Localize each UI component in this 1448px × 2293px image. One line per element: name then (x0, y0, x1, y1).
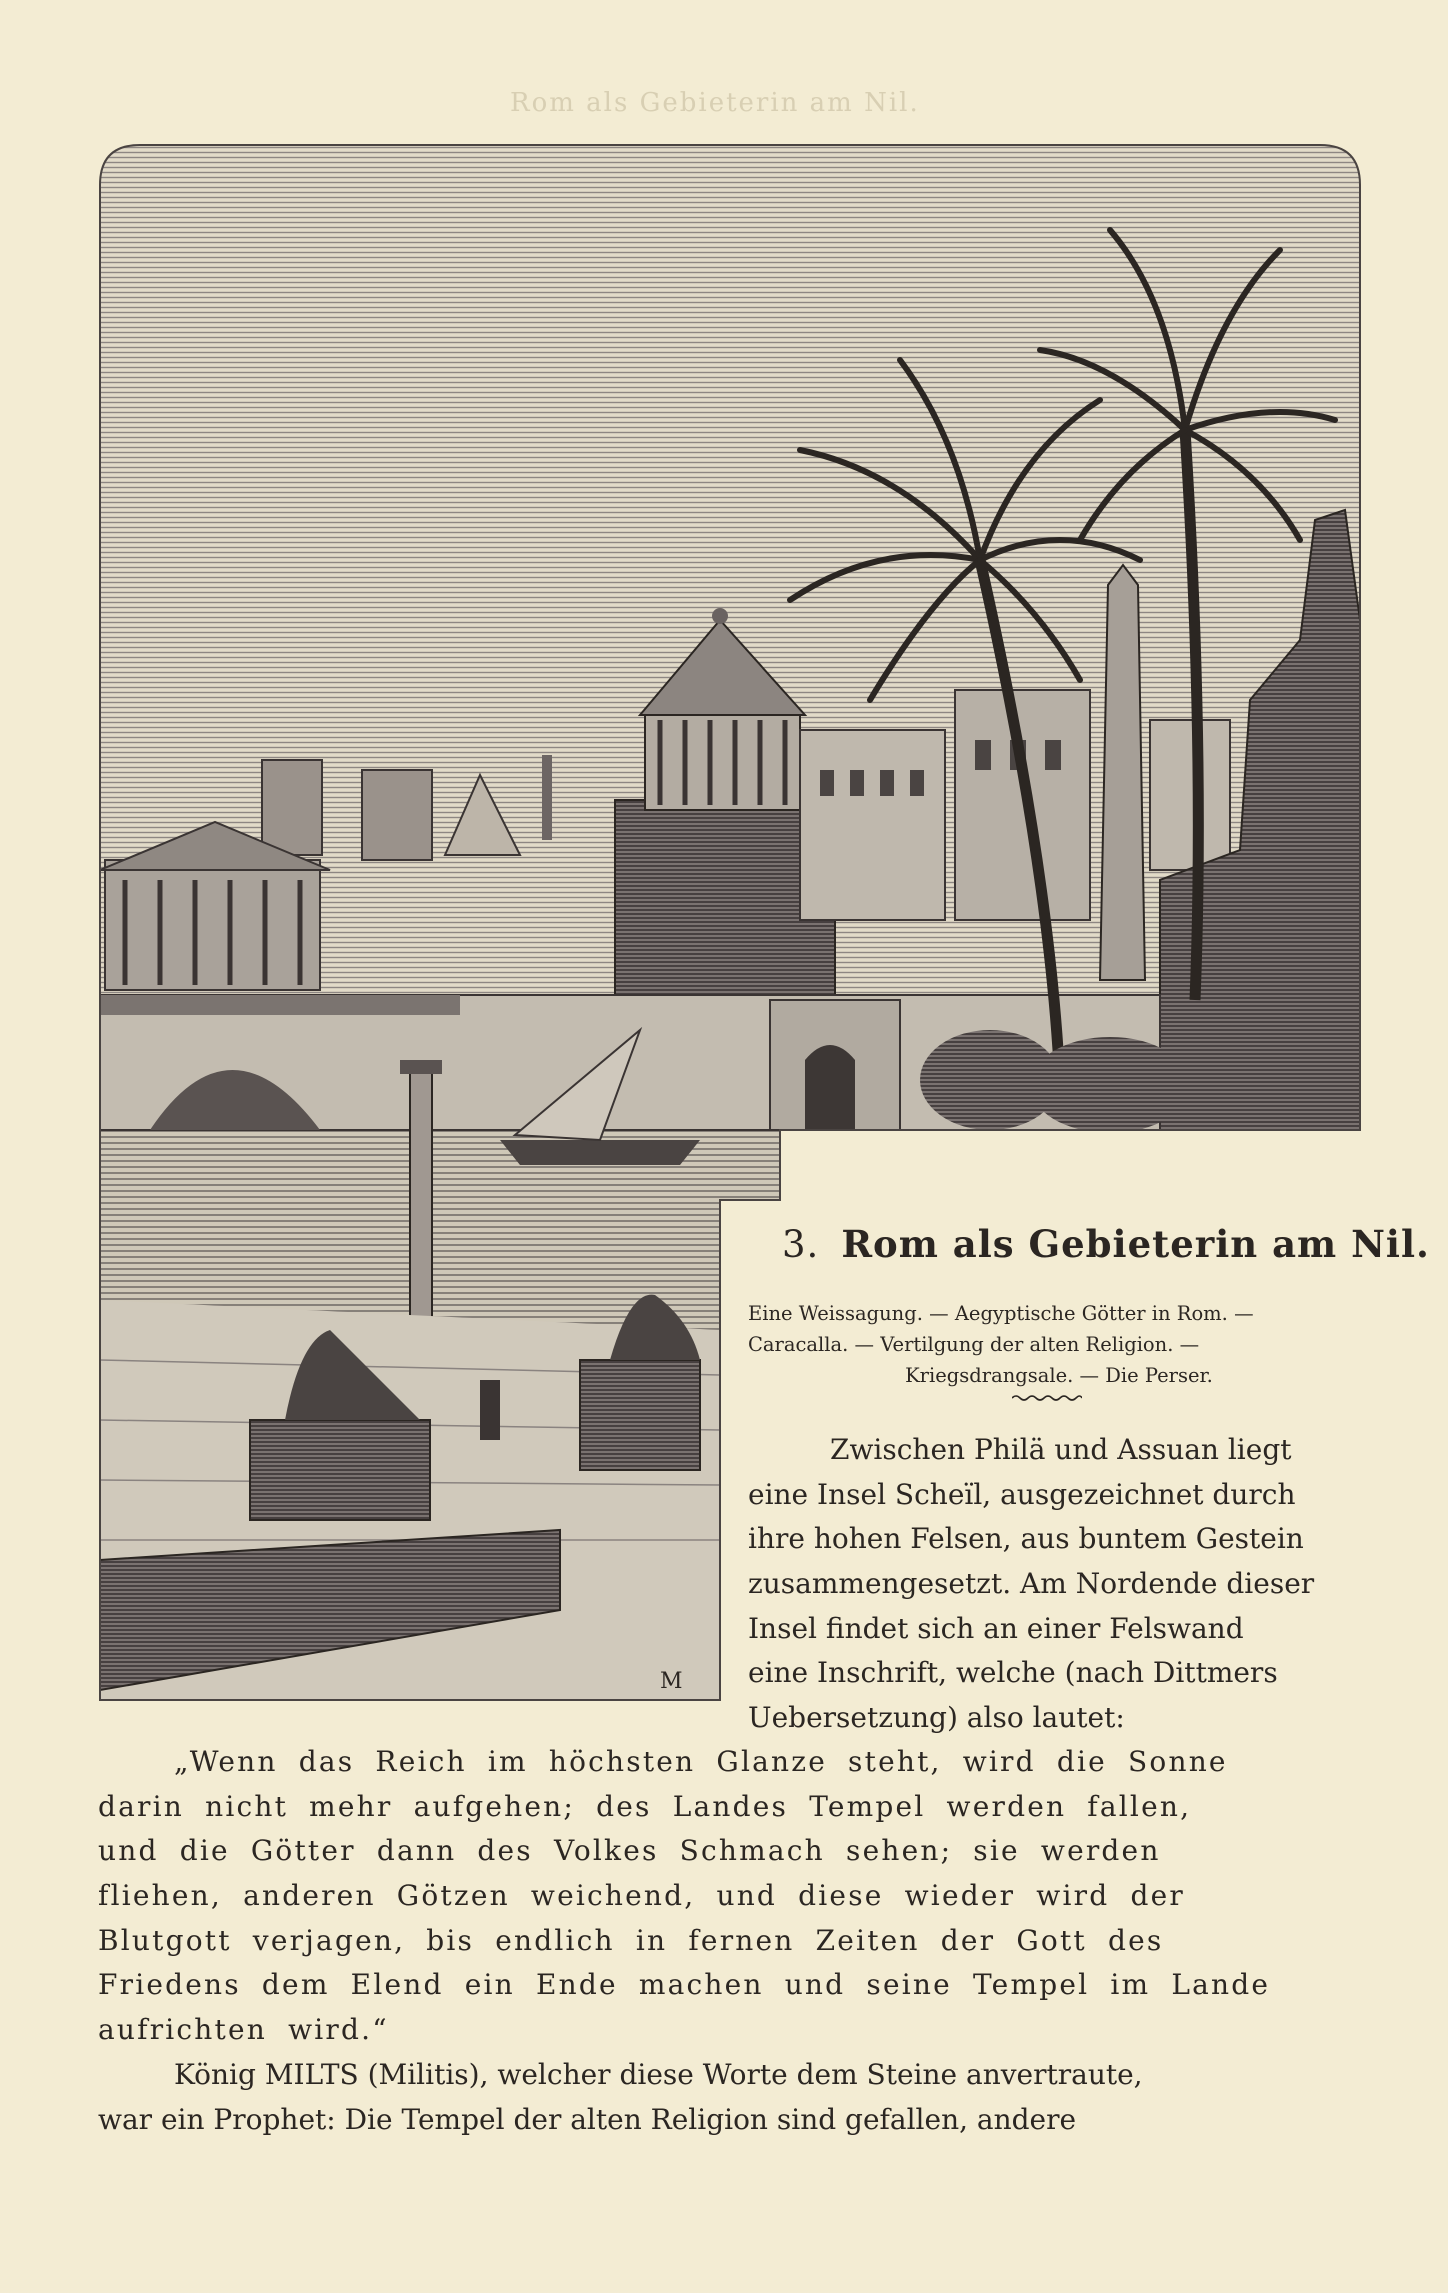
summary-line: Eine Weissagung. — Aegyptische Götter in Rom. — (748, 1302, 1254, 1325)
text-line: König MILTS (Militis), welcher diese Worte dem Steine anvertraute, (174, 2057, 1143, 2091)
text-line: Uebersetzung) also lautet: (748, 1701, 1125, 1735)
illustration-signature: M (660, 1669, 683, 1694)
summary-line: Kriegsdrangsale. — Die Perser. (905, 1364, 1213, 1387)
quote-line: Friedens dem Elend ein Ende machen und seine Tempel im Lande (98, 1968, 1271, 2002)
quote-line: fliehen, anderen Götzen weichend, und diese wieder wird der (98, 1879, 1185, 1913)
text-line: Zwischen Philä und Assuan liegt (830, 1433, 1292, 1466)
text-line: zusammengesetzt. Am Nordende dieser (748, 1567, 1315, 1601)
quote-line: „Wenn das Reich im höchsten Glanze steht, wird die Sonne (174, 1745, 1228, 1778)
quote-line: darin nicht mehr aufgehen; des Landes Tempel werden fallen, (98, 1789, 1192, 1823)
text-line: Insel findet sich an einer Felswand (748, 1611, 1244, 1645)
text-line: eine Inschrift, welche (nach Dittmers (748, 1656, 1278, 1690)
ornament-divider (1012, 1393, 1082, 1403)
body-full-text (98, 1740, 1370, 2142)
running-head: Rom als Gebieterin am Nil. (510, 88, 920, 118)
quote-line: aufrichten wird.“ (98, 2013, 389, 2047)
chapter-heading (782, 1222, 1430, 1266)
chapter-summary (748, 1298, 1370, 1391)
text-line: ihre hohen Felsen, aus buntem Gestein (748, 1522, 1304, 1556)
quote-line: und die Götter dann des Volkes Schmach sehen; sie werden (98, 1834, 1161, 1868)
chapter-number: 3. (782, 1223, 820, 1266)
text-line: war ein Prophet: Die Tempel der alten Religion sind gefallen, andere (98, 2102, 1077, 2136)
text-line: eine Insel Scheïl, ausgezeichnet durch (748, 1477, 1296, 1511)
chapter-title: Rom als Gebieterin am Nil. (841, 1222, 1430, 1266)
body-column-text (748, 1428, 1370, 1741)
quote-line: Blutgott verjagen, bis endlich in fernen Zeiten der Gott des (98, 1923, 1164, 1957)
summary-line: Caracalla. — Vertilgung der alten Religion. — (748, 1333, 1200, 1356)
